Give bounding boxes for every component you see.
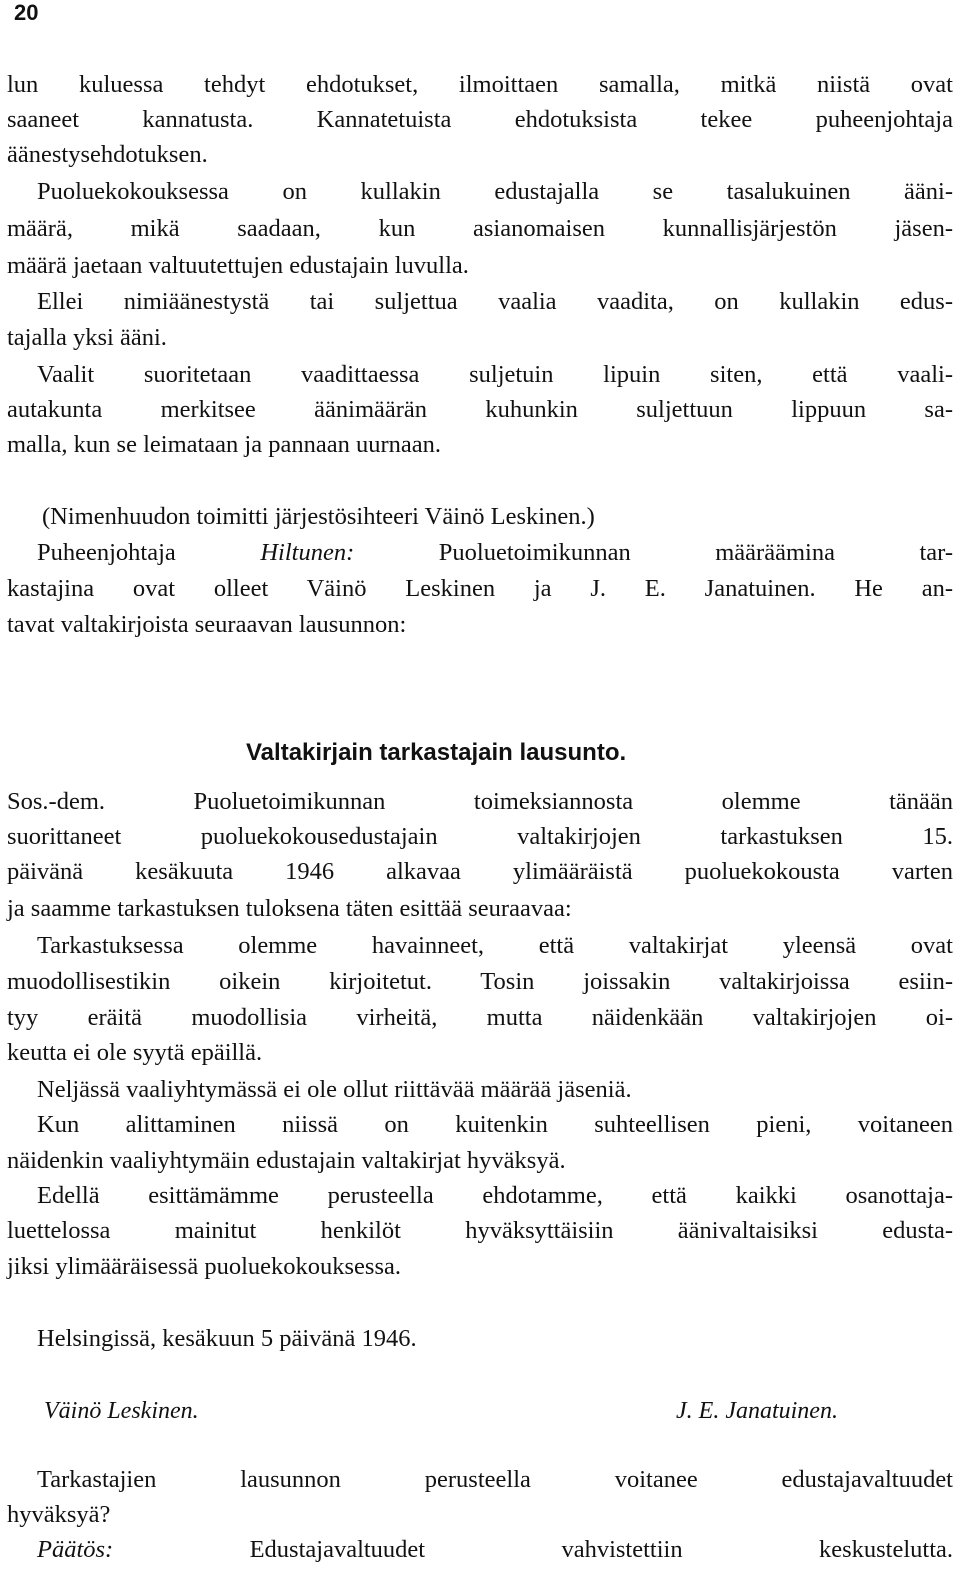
text-line: Tarkastuksessa olemme havainneet, että valtakirjat yleensä ovat (37, 932, 953, 959)
text-line: luettelossa mainitut henkilöt hyväksyttäisiin äänivaltaisiksi edusta- (7, 1217, 953, 1244)
text-line: ja saamme tarkastuksen tuloksena täten esittää seuraavaa: (7, 895, 572, 922)
text-line: jiksi ylimääräisessä puoluekokouksessa. (7, 1253, 401, 1280)
speaker-name: Hiltunen: (260, 539, 355, 566)
text-line: muodollisestikin oikein kirjoitetut. Tosin joissakin valtakirjoissa esiin- (7, 968, 953, 995)
text-line: tajalla yksi ääni. (7, 324, 167, 351)
text-line: autakunta merkitsee äänimäärän kuhunkin suljettuun lippuun sa- (7, 396, 953, 423)
text-line: päivänä kesäkuuta 1946 alkavaa ylimääräistä puoluekokousta varten (7, 858, 953, 885)
page-number: 20 (14, 0, 39, 25)
text-line: Edellä esittämämme perusteella ehdotamme, että kaikki osanottaja- (37, 1182, 953, 1209)
text-line: Tarkastajien lausunnon perusteella voitanee edustajavaltuudet (37, 1466, 953, 1493)
text-line: Ellei nimiäänestystä tai suljettua vaalia vaadita, on kullakin edus- (37, 288, 953, 315)
chair-text: Puoluetoimikunnan määräämina tar- (438, 539, 954, 566)
text-line: lun kuluessa tehdyt ehdotukset, ilmoittaen samalla, mitkä niistä ovat (7, 71, 953, 98)
text-line: määrä jaetaan valtuutettujen edustajain luvulla. (7, 252, 469, 279)
text-line: malla, kun se leimataan ja pannaan uurnaan. (7, 431, 442, 458)
chair-line (37, 538, 953, 568)
text-line: näidenkin vaaliyhtymäin edustajain valtakirjat hyväksyä. (7, 1147, 566, 1174)
text-line: tyy eräitä muodollisia virheitä, mutta näidenkään valtakirjojen oi- (7, 1004, 953, 1031)
text-line: määrä, mikä saadaan, kun asianomaisen kunnallisjärjestön jäsen- (7, 215, 953, 242)
roll-call-note: (Nimenhuudon toimitti järjestösihteeri Väinö Leskinen.) (42, 503, 595, 530)
text-line: tavat valtakirjoista seuraavan lausunnon: (7, 611, 407, 638)
decision-text: Edustajavaltuudet vahvistettiin keskustelutta. (249, 1536, 953, 1563)
text-line: keutta ei ole syytä epäillä. (7, 1039, 263, 1066)
text-line: äänestysehdotuksen. (7, 141, 208, 168)
signature-janatuinen: J. E. Janatuinen. (676, 1398, 838, 1424)
text-line: Sos.-dem. Puoluetoimikunnan toimeksiannosta olemme tänään (7, 788, 953, 815)
decision-label: Päätös: (37, 1536, 114, 1563)
text-line: suorittaneet puoluekokousedustajain valtakirjojen tarkastuksen 15. (7, 823, 953, 850)
text-line: Puoluekokouksessa on kullakin edustajalla se tasalukuinen ääni- (37, 178, 953, 205)
place-date: Helsingissä, kesäkuun 5 päivänä 1946. (37, 1325, 417, 1352)
text-line: Kun alittaminen niissä on kuitenkin suhteellisen pieni, voitaneen (37, 1111, 953, 1138)
chair-prefix: Puheenjohtaja (37, 539, 176, 566)
decision-line (37, 1535, 953, 1565)
text-line: saaneet kannatusta. Kannatetuista ehdotuksista tekee puheenjohtaja (7, 106, 953, 133)
text-line: Neljässä vaaliyhtymässä ei ole ollut riittävää määrää jäseniä. (37, 1076, 632, 1103)
signature-leskinen: Väinö Leskinen. (44, 1398, 199, 1424)
section-heading: Valtakirjain tarkastajain lausunto. (246, 739, 627, 766)
text-line: kastajina ovat olleet Väinö Leskinen ja J. E. Janatuinen. He an- (7, 575, 953, 602)
text-line: hyväksyä? (7, 1501, 111, 1528)
text-line: Vaalit suoritetaan vaadittaessa suljetuin lipuin siten, että vaali- (37, 361, 953, 388)
